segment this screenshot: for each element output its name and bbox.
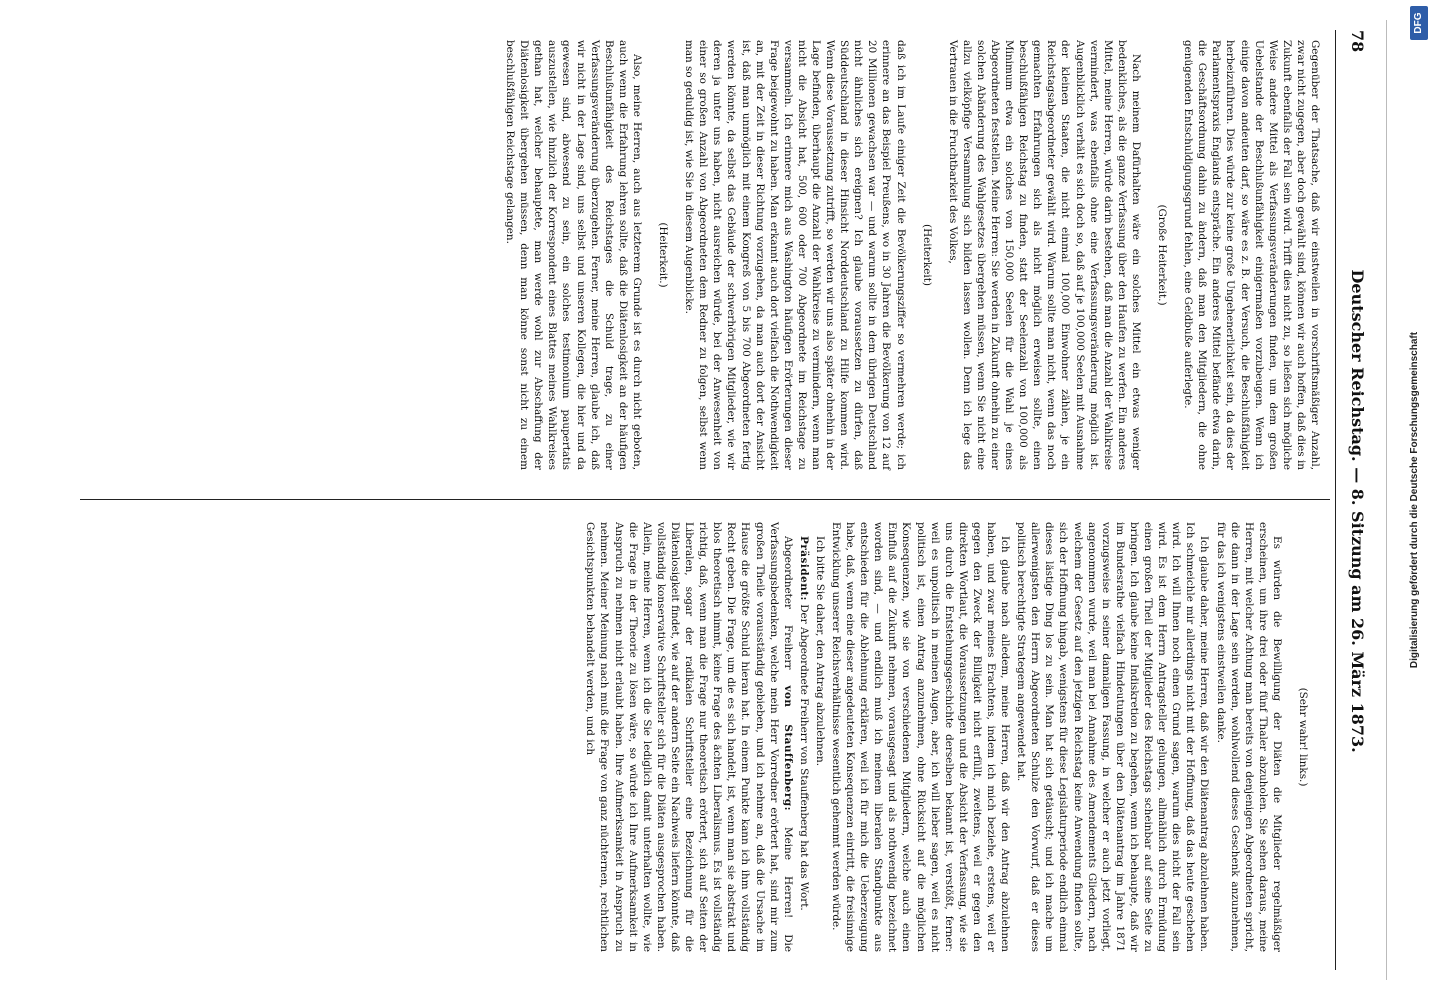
stauffenberg-paragraph <box>583 522 794 952</box>
dfg-logo <box>1410 6 1428 40</box>
interjection-note: (Heiterkeit) <box>920 224 933 286</box>
header-rule <box>1335 30 1336 970</box>
interjection-note: (Sehr wahr! links.) <box>1297 687 1309 787</box>
page-header-title: Deutscher Reichstag. — 8. Sitzung am 26. März 1873. <box>1348 269 1368 753</box>
interjection-note: (Heiterkeit.) <box>657 222 670 288</box>
right-column <box>581 522 1322 952</box>
scan-edge-line <box>1386 20 1387 980</box>
speaker-intro: Abgeordneter Freiherr <box>781 536 794 686</box>
paragraph: Gegenüber der Thatsache, daß wir einstweilen in vorschriftsmäßiger Anzahl, zwar nicht zugegen, aber doch gewählt sind, können wir auch hoffen, daß dies in Zukunft ebenfalls der Fall sein wird. Trifft dies nicht zu, so ließen sich mögliche Weise andere Mittel als Verfassungsveränderungen finden, um dem großen Uebelstande der Beschlußunfähigkeit einigermaßen vorzubeugen. Wenn ich einige davon andeuten darf, so wäre es z. B. der Versuch, die Beschlußfähigkeit herbeizuführen. Dies würde zur keine große Ungehenerlichkeit sein, da dies der Parlamentspraxis Englands entspräche. Ein anderes Mittel befände etwa darin, die Geschäftsordnung dahin zu ändern, daß man den Mitgliedern, die ohne genügenden Entschuldigungsgrund fehlen, eine Geldbuße auferlegte. <box>1182 40 1321 470</box>
digitization-watermark <box>1404 40 1426 960</box>
paragraph: Ich glaube daher, meine Herren, daß wir den Diätenantrag abzulehnen haben. Ich schmeichle mir allerdings nicht mit der Hoffnung, daß das heute geschehen wird. Ich will Ihnen noch einen Grund sagen, warum dies nicht der Fall sein wird. Es ist dem Herrn Antragsteller gelungen, allmählich durch Ermüdung einen großen Theil der Mitglieder des Reichstags scheinbar auf seine Seite zu bringen. Ich glaube keine Indiskretion zu begehen, wenn ich behaupte, daß wir im Bundesrathe vielfach Hindeutungen über den Diätenantrag im Jahre 1871 vorzugsweise in seiner damaligen Fassung, in welcher er auch jetzt vorliegt, angenommen wurde, weil man bei Annahme des Amendements Gliedern, nach welchem der Gesetz auf den jetzigen Reichstag keine Anwendung finden sollte, sich der Hoffnung hingab, wenigstens für diese Legislaturperiode endlich einmal dieses lästige Ding los zu sein. Man hat sich getäuscht; und ich mache um allerwenigsten den Herrn Abgeordneten Schulze den Vorwurf, daß er dieses politisch berechtigte Strategem angewendet hat. <box>1015 522 1211 952</box>
page-number: 78 <box>1348 30 1368 53</box>
paragraph: Ich glaube nach alledem, meine Herren, daß wir den Antrag abzulehnen haben, und zwar meines Erachtens, indem ich mich beziehe, erstens, weil er gegen den Zweck der Billigkeit nicht erfüllt, zweitens, weil er gegen den direkten Wortlaut, die Voraussetzungen und die Absicht der Verfassung, wie sie uns durch die Entstehungsgeschichte derselben bekannt ist, verstößt, ferner: weil es unpolitisch in meinen Augen, aber, ich will lieber sagen, weil es nicht politisch ist, einen Antrag anzunehmen, ohne Rücksicht auf die möglichen Konsequenzen, wie sie von verschiedenen Mitgliedern, welche auch einen Einfluß auf die Zukunft nehmen, vorausgesagt und als nothwendig bezeichnet worden sind, — und endlich muß ich meinem liberalen Standpunkte aus entschieden für die Ablehnung erklären, weil ich für mich die Ueberzeugung habe, daß, wenn eine dieser angedeuteten Konsequenzen eintritt, die freisinnige Entwicklung unserer Reichsverhältnisse wesentlich gehemmt werden würde. <box>830 522 1012 952</box>
paragraph: Es würden die Bewilligung der Diäten die Mitglieder regelmäßiger erscheinen, um ihre drei oder fünf Thaler abzuholen. Sie sehen daraus, meine Herren, mit welcher Achtung man bereits von denjenigen Abgeordneten spricht, die dann in der Lage sein werden, wohlwollend dieses Geschenk anzunehmen, für das ich wenigstens einstweilen danke. <box>1214 522 1283 952</box>
page-header <box>1338 30 1378 970</box>
paragraph: Nach meinem Dafürhalten wäre ein solches Mittel ein etwas weniger bedenkliches, als die ganze Verfassung über den Haufen zu werfen. Ein anderes Mittel, meine Herren, würde darin bestehen, daß man die Anzahl der Wahlkreise vermindert, was ebenfalls ohne eine Verfassungsveränderung möglich ist. Augenblicklich verhält es sich doch so, daß auf je 100,000 Seelen mit Ausnahme der kleinen Staaten, die nicht einmal 100,000 Einwohner zählen, je ein Reichstagsabgeordneter gewählt wird. Warum sollte man nicht, wenn das noch gemachten Erfahrungen sich als nicht möglich erweisen sollte, einen beschlußfähigen Reichstag zu finden, statt der Seelenzahl von 100,000 als Minimum etwa ein solches von 150,000 Seelen für die Wahl je eines Abgeordneten feststellen. Meine Herren: Sie werden in Zukunft ohnehin zu einer solchen Abänderung des Wahlgesetzes übergehen müssen, wenn Sie nicht eine allzu vielköpfige Versammlung sich bilden lassen wollen. Denn ich lege das Vertrauen in die Fruchtbarkeit des Volkes, <box>946 40 1142 470</box>
speech-text: Meine Herren! Die Verfassungsbedenken, welche mein Herr Vorredner erörtert hat, sind mir zum großen Theile vorausständig gebieben, und ich nehme an, daß die Ursache im Hause die größte Schuld hieran hat. In einem Punkte kann ich ihm vollständig Recht geben. Die Frage, um die es sich handelt, ist, wenn man sie abstrakt und blos theoretisch nimmt, keine Frage des ächten Liberalismus. Es ist vollständig richtig, daß, wenn man die Frage nur theoretisch erörtert, sich auf Seiten der Liberalen, sogar der radikalen Schriftsteller eine Bezeichnung für die Diätenlosigkeit findet, wie auf der andern Seite ein Nachweis liefern könnte, daß vollständig konservative Schriftsteller sich für die Diäten ausgesprochen haben. Allein, meine Herren, wenn ich die Sie lediglich damit unterhalten wollte, wie die Frage in der Theorie zu lösen wäre, so würde ich Ihre Aufmerksamkeit in Anspruch zu nehmen nicht erlaubt haben. Ihre Aufmerksamkeit in Anspruch zu nehmen. Meiner Meinung nach muß die Frage von ganz nüchternen, rechtlichen Gesichtspunkten behandelt werden, und ich <box>584 522 794 952</box>
speech-text: Der Abgeordnete Freiherr von Stauffenberg hat das Wort. <box>797 600 810 911</box>
president-paragraph <box>797 522 811 952</box>
interjection-note: (Große Heiterkeit.) <box>1156 204 1169 306</box>
column-divider <box>80 499 1330 500</box>
paragraph: daß ich im Laufe einiger Zeit die Bevölkerungsziffer so vermehren werde; ich erinnere an das Beispiel Preußens, wo in 30 Jahren die Bevölkerung von 12 auf 20 Millionen gewachsen war — und warum sollte in dem übrigen Deutschland nicht ähnliches sich ereignen? Ich glaube voraussetzen zu dürfen, daß Süddeutschland in dieser Hinsicht Norddeutschland zu Hilfe kommen wird. Wenn diese Voraussetzung zutrifft, so werden wir uns also später ohnehin in der Lage befinden, überhaupt die Anzahl der Wahlkreise zu vermindern, wenn man nicht die Absicht hat, 500, 600 oder 700 Abgeordnete im Reichstage zu versammeln. Ich erinnere mich aus Washington häufigen Erörterungen dieser Frage beigewohnt zu haben. Man erkannt auch dort vielfach die Nothwendigkeit an, mit der Zeit in dieser Richtung vorzugehen, da man auch dort der Ansicht ist, daß man unmöglich mit einem Kongreß von 5 bis 700 Abgeordneten fertig werden könnte, da selbst das Gebäude der schwerhörigen Mitglieder, wie wir deren ja unter uns haben, nicht ausreichen würde, bei der Anwesenheit von einer so großen Anzahl von Abgeordneten dem Redner zu folgen, selbst wenn man so geduldig ist, wie Sie in diesem Augenblicke. <box>683 40 907 470</box>
left-column <box>501 40 1322 470</box>
dfg-logo-text: DFG <box>1413 12 1424 34</box>
speaker-name: Präsident: <box>797 536 810 601</box>
speaker-name: von Stauffenberg: <box>781 685 794 811</box>
paragraph: Also, meine Herren, auch aus letzterem Grunde ist es durch nicht geboten, auch wenn die Erfahrung lehren sollte, daß die Diätenlosigkeit an der häufigen Beschlußunfähigkeit des Reichstages die Schuld trage, zu einer Verfassungsveränderung überzugehen. Ferner, meine Herren, glaube ich, daß wir nicht in der Lage sind, uns selbst und unseren Kollegen, die hier und da gewesen sind, abwesend zu sein, ein solches testimonium paupertatis auszustellen, wie hinzlich der Korrespondent eines Blattes meines Wahlkreises gethan hat, welcher behauptete, man werde wohl zur Abschaffung der Diätenlosigkeit übergehen müssen, denn man könne sonst nicht zu einem beschlußfähigen Reichstage gelangen. <box>504 40 643 470</box>
paragraph: Ich bitte Sie daher, den Antrag abzulehnen. <box>813 536 826 767</box>
watermark-text: Digitalisierung gefördert durch die Deutsche Forschungsgemeinschaft <box>1409 331 1420 669</box>
